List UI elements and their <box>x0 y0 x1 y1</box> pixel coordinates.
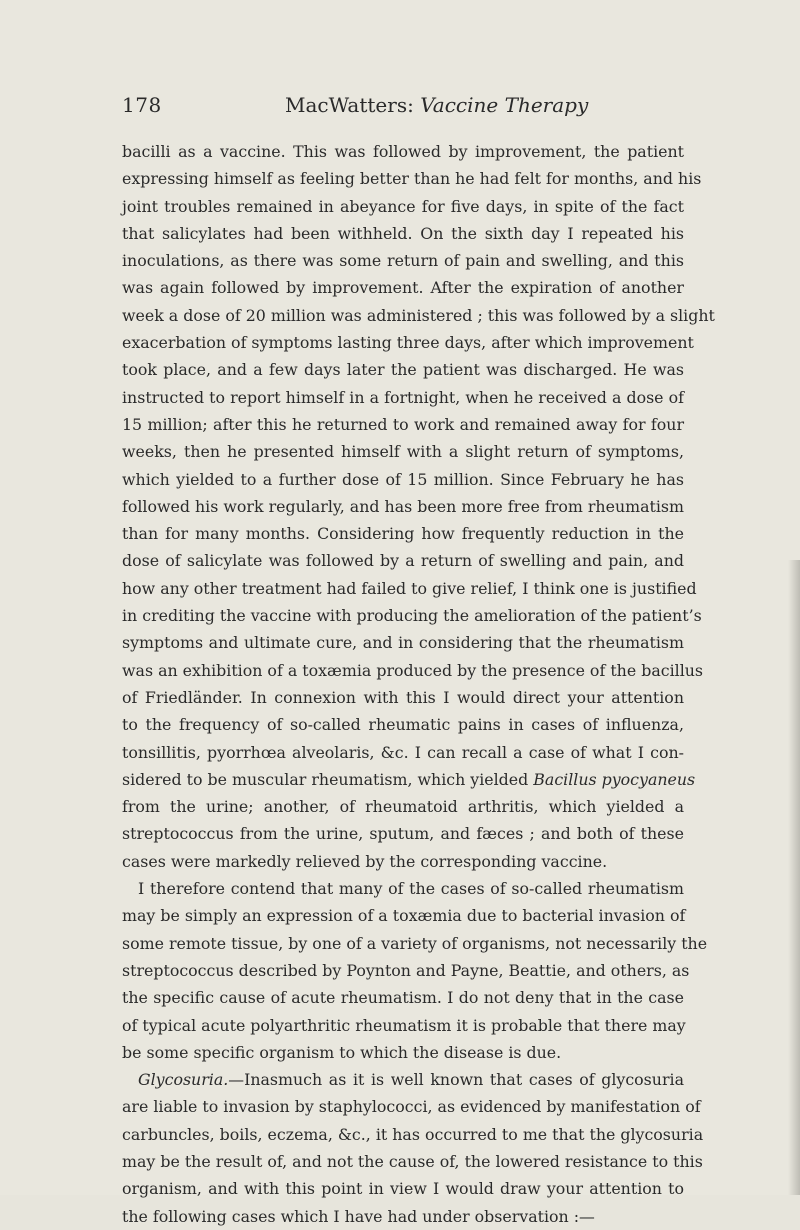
text-line: streptococcus described by Poynton and Payne, Beattie, and others, as <box>122 960 690 980</box>
text-line: weeks, then he presented himself with a slight return of symptoms, <box>122 442 684 462</box>
text-line: took place, and a few days later the patient was discharged. He was <box>122 360 684 380</box>
text-line: followed his work regularly, and has been more free from rheumatism <box>122 496 684 516</box>
running-title-author: MacWatters <box>285 93 408 117</box>
text-line: which yielded to a further dose of 15 million. Since February he has <box>122 469 684 489</box>
text-line: expressing himself as feeling better than he had felt for months, and his <box>122 169 702 189</box>
text-line: exacerbation of symptoms lasting three days, after which improvement <box>122 333 694 353</box>
bacillus-name-italic: Bacillus pyocyaneus <box>533 769 696 789</box>
text-line: organism, and with this point in view I would draw your attention to <box>122 1179 684 1199</box>
text-line: joint troubles remained in abeyance for five days, in spite of the fact <box>122 196 684 216</box>
text-line: instructed to report himself in a fortnight, when he received a dose of <box>122 387 684 407</box>
text-line: of Friedländer. In connexion with this I would direct your attention <box>122 687 684 707</box>
text-line: that salicylates had been withheld. On the sixth day I repeated his <box>122 223 684 243</box>
running-header <box>122 93 682 123</box>
text-line: dose of salicylate was followed by a return of swelling and pain, and <box>122 551 684 571</box>
text-segment: sidered to be muscular rheumatism, which yielded <box>122 769 529 789</box>
page-number: 178 <box>122 93 162 117</box>
text-line: the specific cause of acute rheumatism. I do not deny that in the case <box>122 988 684 1008</box>
page-edge-shadow <box>788 560 800 1195</box>
text-line: may be the result of, and not the cause of, the lowered resistance to this <box>122 1151 703 1171</box>
text-line: than for many months. Considering how frequently reduction in the <box>122 524 684 544</box>
text-line: week a dose of 20 million was administered ; this was followed by a slight <box>122 305 715 325</box>
text-line: may be simply an expression of a toxæmia due to bacterial invasion of <box>122 906 686 926</box>
text-line: how any other treatment had failed to give relief, I think one is justified <box>122 578 697 598</box>
text-line: in crediting the vaccine with producing the amelioration of the patient’s <box>122 606 702 626</box>
section-heading-glycosuria: Glycosuria. <box>138 1070 229 1090</box>
text-line: was again followed by improvement. After the expiration of another <box>122 278 684 298</box>
text-line: streptococcus from the urine, sputum, and fæces ; and both of these <box>122 824 684 844</box>
text-line: cases were markedly relieved by the corresponding vaccine. <box>122 851 608 871</box>
text-line: from the urine; another, of rheumatoid arthritis, which yielded a <box>122 797 684 817</box>
text-line: 15 million; after this he returned to work and remained away for four <box>122 414 684 434</box>
text-line-with-italic <box>122 766 696 793</box>
text-line-with-heading <box>122 1066 684 1093</box>
text-line: I therefore contend that many of the cases of so-called rheumatism <box>138 879 684 899</box>
running-title-separator: : <box>407 93 421 117</box>
body-text <box>122 138 715 1230</box>
text-line: the following cases which I have had under observation :— <box>122 1206 595 1226</box>
text-line: tonsillitis, pyorrhœa alveolaris, &c. I can recall a case of what I con- <box>122 742 684 762</box>
text-line: are liable to invasion by staphylococci, as evidenced by manifestation of <box>122 1097 701 1117</box>
text-line: symptoms and ultimate cure, and in considering that the rheumatism <box>122 633 684 653</box>
text-line: was an exhibition of a toxæmia produced by the presence of the bacillus <box>122 660 704 680</box>
text-line: of typical acute polyarthritic rheumatism it is probable that there may <box>122 1015 686 1035</box>
text-line: to the frequency of so-called rheumatic pains in cases of influenza, <box>122 715 684 735</box>
text-line: be some specific organism to which the disease is due. <box>122 1042 562 1062</box>
text-line: inoculations, as there was some return of pain and swelling, and this <box>122 251 684 271</box>
running-title <box>285 93 588 117</box>
text-line: bacilli as a vaccine. This was followed by improvement, the patient <box>122 142 684 161</box>
text-line: some remote tissue, by one of a variety of organisms, not necessarily the <box>122 933 708 953</box>
text-line: carbuncles, boils, eczema, &c., it has occurred to me that the glycosuria <box>122 1124 704 1144</box>
running-title-book: Vaccine Therapy <box>420 93 589 117</box>
text-segment: —Inasmuch as it is well known that cases of glycosuria <box>228 1070 684 1090</box>
